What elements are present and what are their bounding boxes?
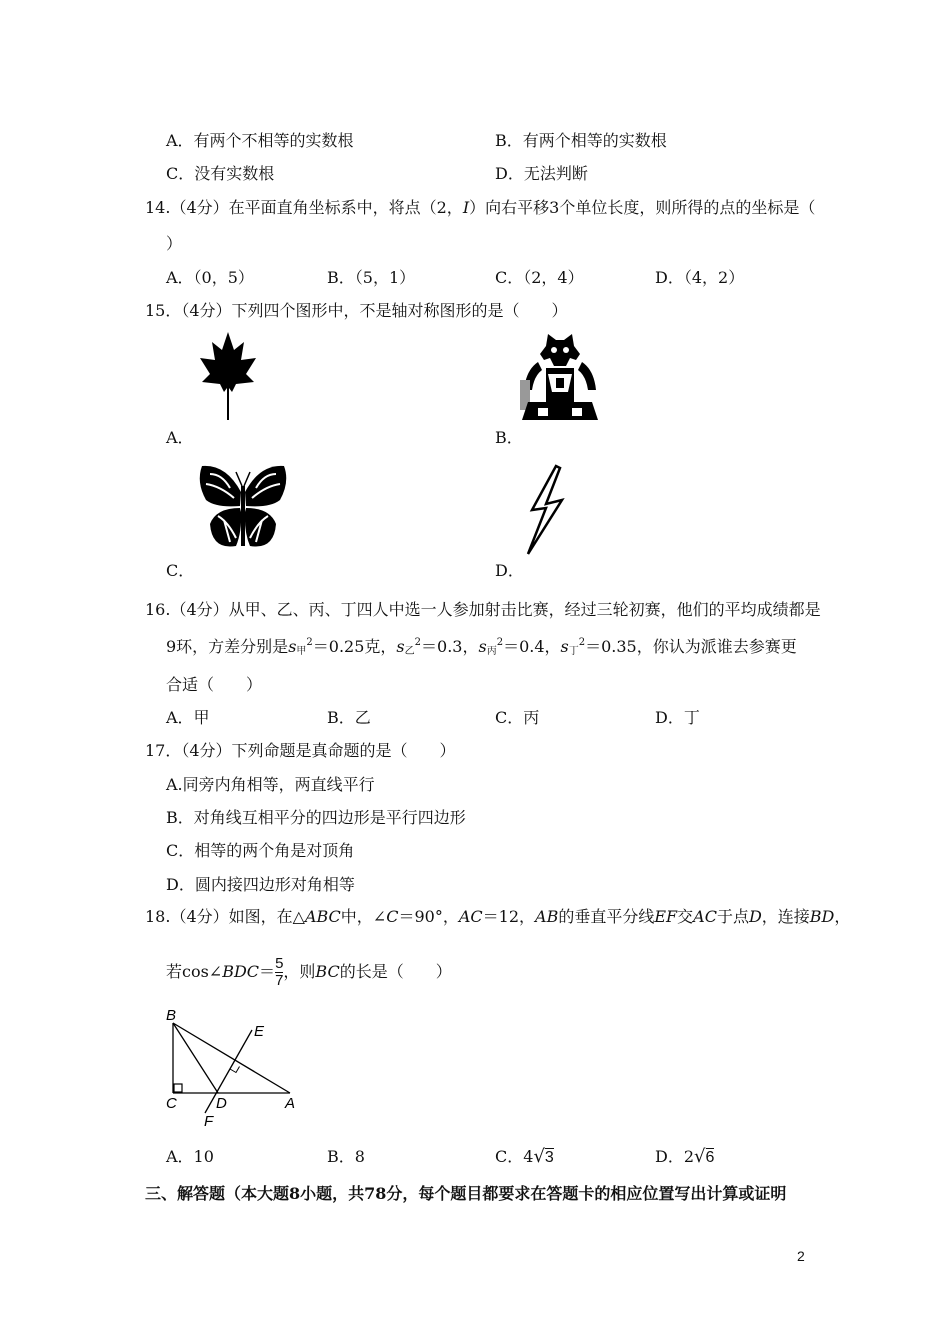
page-number: 2 bbox=[797, 1248, 805, 1264]
q17-option-d: D．圆内接四边形对角相等 bbox=[166, 875, 355, 894]
q15-option-d: D． bbox=[495, 561, 524, 580]
q15-stem: 15．（4分）下列四个图形中，不是轴对称图形的是（ ） bbox=[145, 301, 568, 320]
q16-stem-line1: 16.（4分）从甲、乙、丙、丁四人中选一人参加射击比赛，经过三轮初赛，他们的平均成绩都是 bbox=[145, 600, 821, 619]
q18-option-a: A．10 bbox=[166, 1147, 214, 1166]
point-b-label: B bbox=[166, 1007, 177, 1024]
q17-option-c: C．相等的两个角是对顶角 bbox=[166, 841, 355, 860]
point-a-label: A bbox=[285, 1095, 296, 1112]
q13-option-d: D．无法判断 bbox=[495, 164, 588, 183]
lightning-icon bbox=[522, 464, 566, 556]
q16-option-a: A．甲 bbox=[166, 708, 210, 727]
sqrt-icon: √ bbox=[533, 1146, 545, 1167]
q14-option-c: C．（2，4） bbox=[495, 268, 584, 287]
point-d-label: D bbox=[216, 1095, 227, 1112]
point-e-label: E bbox=[254, 1023, 265, 1040]
q16-option-b: B．乙 bbox=[327, 708, 371, 727]
sqrt-icon: √ bbox=[694, 1146, 706, 1167]
q17-stem: 17．（4分）下列命题是真命题的是（ ） bbox=[145, 741, 456, 760]
q18-stem-line1: 18.（4分）如图，在△ABC中，∠C＝90°，AC＝12，AB的垂直平分线EF交AC于点D，连接BD， bbox=[145, 907, 851, 926]
q16-stem-line3: 合适（ ） bbox=[166, 675, 263, 694]
q18-option-b: B．8 bbox=[327, 1147, 365, 1166]
fraction-5-7: $\frac{5}{7}$ bbox=[275, 955, 284, 989]
point-f-label: F bbox=[204, 1113, 214, 1130]
q13-option-b: B．有两个相等的实数根 bbox=[495, 131, 667, 150]
triangle-figure bbox=[160, 1005, 310, 1130]
point-c-label: C bbox=[166, 1095, 177, 1112]
q18-stem-line2: 若cos∠BDC＝ $\frac{5}{7}$ ，则BC的长是（ ） bbox=[166, 955, 452, 989]
q16-option-c: C．丙 bbox=[495, 708, 540, 727]
q18-option-d: D．2√6 bbox=[655, 1146, 715, 1167]
q14-stem-continued: ） bbox=[166, 234, 183, 253]
q17-option-b: B．对角线互相平分的四边形是平行四边形 bbox=[166, 808, 466, 827]
q17-option-a: A.同旁内角相等，两直线平行 bbox=[166, 775, 375, 794]
q13-option-c: C．没有实数根 bbox=[166, 164, 275, 183]
q15-option-b: B． bbox=[495, 428, 523, 447]
q15-option-c: C． bbox=[166, 561, 195, 580]
maple-leaf-icon bbox=[198, 330, 258, 422]
ornament-icon bbox=[518, 330, 602, 424]
q14-option-b: B．（5，1） bbox=[327, 268, 416, 287]
q16-option-d: D．丁 bbox=[655, 708, 700, 727]
q14-stem: 14.（4分）在平面直角坐标系中，将点（2，I）向右平移3个单位长度，则所得的点的坐标是（ bbox=[145, 198, 816, 217]
q14-option-a: A．（0，5） bbox=[166, 268, 254, 287]
q15-option-a: A． bbox=[166, 428, 194, 447]
section-three-heading: 三、解答题（本大题8小题，共78分，每个题目都要求在答题卡的相应位置写出计算或证明 bbox=[145, 1184, 787, 1203]
q13-option-a: A．有两个不相等的实数根 bbox=[166, 131, 354, 150]
q14-option-d: D．（4，2） bbox=[655, 268, 745, 287]
q16-stem-line2: 9环，方差分别是$s_甲^2=0.25$克，$s_乙^2=0.3$，$s_丙^2=0.4$，$s_丁^2=0.35$，你认为派谁去参赛更 bbox=[166, 637, 797, 657]
q18-option-c: C．4√3 bbox=[495, 1146, 554, 1167]
butterfly-icon bbox=[196, 462, 290, 554]
